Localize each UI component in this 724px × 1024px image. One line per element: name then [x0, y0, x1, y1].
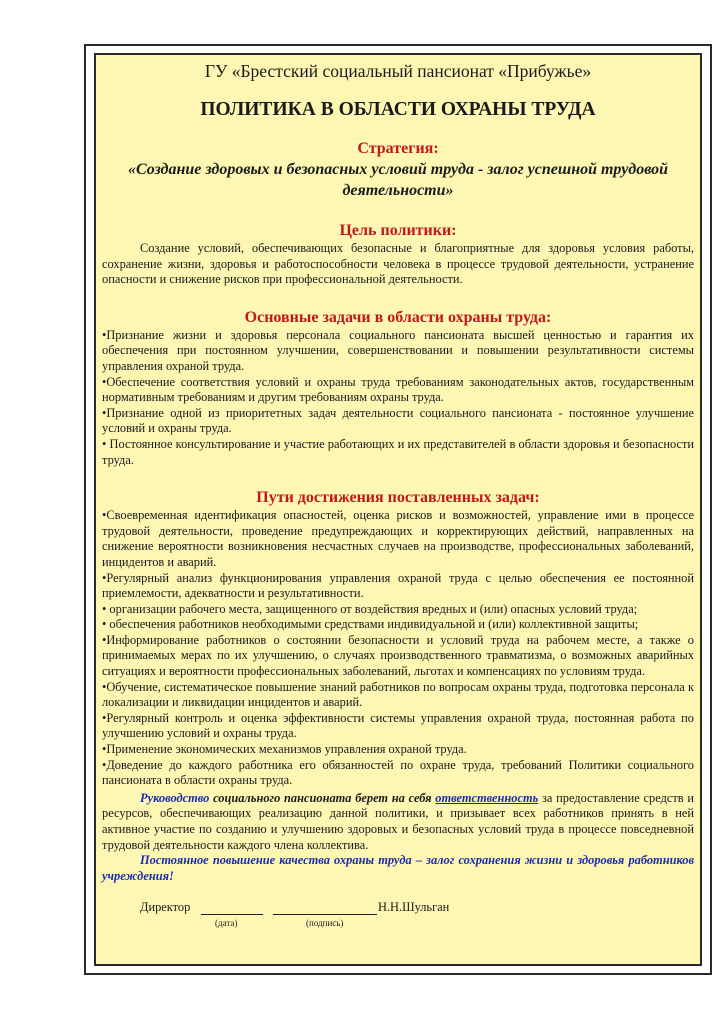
list-item: • Постоянное консультирование и участие работающих и их представителей в области здоровья и безопасности труда.: [102, 436, 694, 467]
signature-line: [273, 900, 377, 915]
goal-heading: Цель политики:: [339, 222, 457, 239]
list-item: •Регулярный анализ функционирования управления охраной труда с целью обеспечения ее постоянной приемлемости, адекватности и результативности.: [102, 570, 694, 601]
tasks-heading: Основные задачи в области охраны труда:: [244, 308, 552, 326]
closing-rest: за предоставление средств и ресурсов, обеспечивающих реализацию данной политики, и призывает всех работников принять в ней активное участие по созданию и улучшению здоровых и безопасных условий труда в процессе повседневной трудовой деятельности каждого члена коллектива.: [102, 790, 694, 852]
signature-block: [140, 900, 694, 934]
list-item: •Обучение, систематическое повышение знаний работников по вопросам охраны труда, подготовка персонала к локализации и ликвидации инцидентов и аварий.: [102, 679, 694, 710]
signer-name: Н.Н.Шульган: [378, 900, 450, 915]
list-item: •Применение экономических механизмов управления охраной труда.: [102, 742, 467, 757]
document-body: [102, 56, 694, 934]
organization-name: ГУ «Брестский социальный пансионат «Прибужье»: [204, 61, 592, 81]
list-item: •Доведение до каждого работника его обязанностей по охране труда, требований Политики социального пансионата в области охраны труда.: [102, 757, 694, 788]
list-item: •Своевременная идентификация опасностей, оценка рисков и возможностей, управление ими в процессе трудовой деятельности, проведение предупреждающих и корректирующих действий, направленных на снижение вероятности возникновения несчастных случаев на производстве, профессиональных заболеваний, инцидентов и аварий.: [102, 508, 694, 569]
tasks-list: [102, 328, 694, 468]
date-caption: (дата): [215, 918, 238, 929]
ways-heading: Пути достижения поставленных задач:: [256, 489, 540, 507]
page-title: ПОЛИТИКА В ОБЛАСТИ ОХРАНЫ ТРУДА: [200, 99, 596, 120]
closing-paragraph: [102, 791, 694, 853]
signature-caption: (подпись): [306, 918, 344, 929]
list-item: •Признание жизни и здоровья персонала социального пансионата высшей ценностью и гарантия их обеспечения при постоянном улучшении, совершенствовании и повышении результативности системы управления охраной труда.: [102, 327, 694, 373]
strategy-quote: «Создание здоровых и безопасных условий труда - залог успешной трудовой деятельности»: [127, 161, 669, 199]
list-item: •Регулярный контроль и оценка эффективности системы управления охраной труда, постоянная работа по улучшению условий и охраны труда.: [102, 710, 694, 741]
list-item: • обеспечения работников необходимыми средствами индивидуальной и (или) коллективной защиты;: [102, 617, 639, 632]
closing-mid: социального пансионата берет на себя: [209, 790, 436, 805]
strategy-heading: Стратегия:: [357, 140, 439, 157]
list-item: •Признание одной из приоритетных задач деятельности социального пансионата - постоянное улучшение условий и охраны труда.: [102, 405, 694, 436]
signature-label: Директор: [140, 900, 191, 915]
goal-text: Создание условий, обеспечивающих безопасные и благоприятные для здоровья условия работы, сохранение жизни, здоровья и работоспособности человека в процессе трудовой деятельности, устранение опасности и снижение рисков при профессиональной деятельности.: [102, 241, 694, 287]
list-item: • организации рабочего места, защищенного от воздействия вредных и (или) опасных условий труда;: [102, 601, 638, 616]
ways-list: [102, 508, 694, 789]
date-line: [201, 900, 263, 915]
list-item: •Обеспечение соответствия условий и охраны труда требованиям законодательных актов, государственным нормативным требованиям и другим требованиям охраны труда.: [102, 374, 694, 405]
closing-lead: Руководство: [140, 790, 210, 805]
motto: Постоянное повышение качества охраны труда – залог сохранения жизни и здоровья работников учреждения!: [102, 853, 694, 883]
closing-emph: ответственность: [435, 790, 539, 805]
list-item: •Информирование работников о состоянии безопасности и условий труда на рабочем месте, а также о принимаемых мерах по их улучшению, о случаях производственного травматизма, о возможных аварийных ситуациях и вероятности профессиональных заболеваний, льготах и компенсациях по условиям труда.: [102, 632, 694, 679]
